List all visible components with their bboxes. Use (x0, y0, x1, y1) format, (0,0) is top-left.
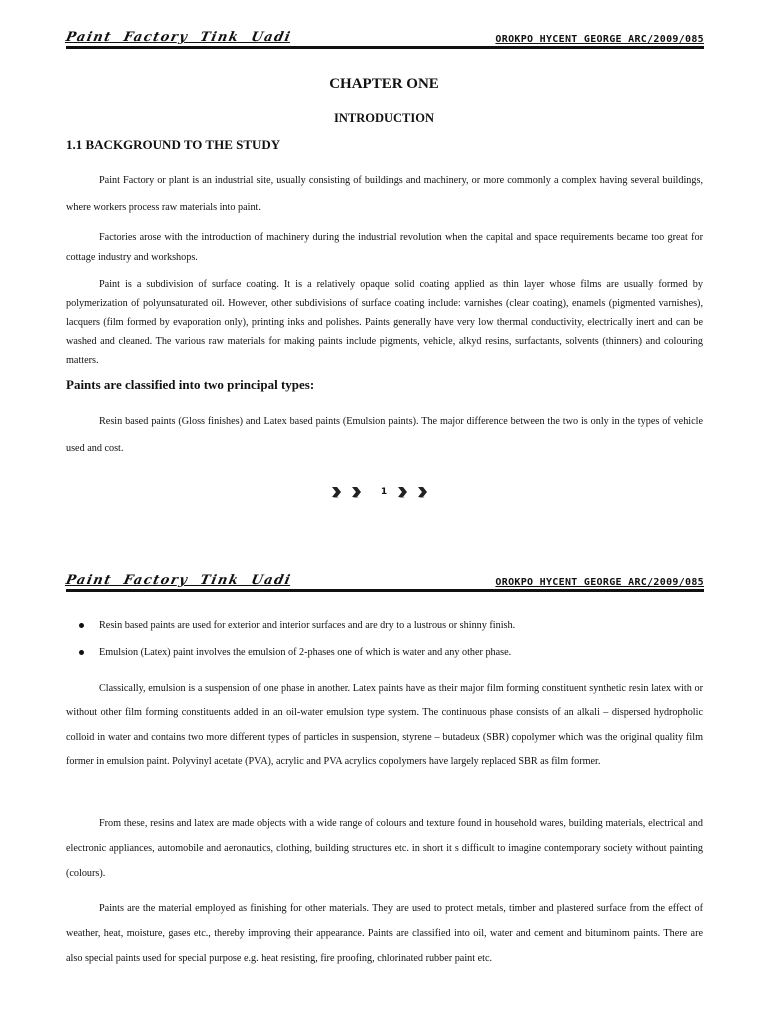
double-chevron-right-icon (331, 485, 371, 499)
list-item (77, 617, 703, 644)
paragraph: From these, resins and latex are made objects with a wide range of colours and texture found in household wares, building materials, electrical and electronic appliances, automobile and aeronautics, clothing, building structures etc. in short it s difficult to imagine contemporary society without painting (colours). (66, 818, 703, 879)
list-item-text: Resin based paints are used for exterior and interior surfaces and are dry to a lustrous or shinny finish. (99, 620, 516, 631)
section-heading: 1.1 BACKGROUND TO THE STUDY (66, 137, 281, 152)
bullet-icon (79, 623, 84, 628)
list-item-text: Emulsion (Latex) paint involves the emulsion of 2-phases one of which is water and any other phase. (99, 647, 512, 658)
paragraph: Factories arose with the introduction of machinery during the industrial revolution when the capital and space requirements became too great for cottage industry and workshops. (66, 232, 703, 263)
page-header (66, 30, 704, 49)
page-number: 1 (380, 487, 388, 497)
header-author: OROKPO HYCENT GEORGE ARC/2009/085 (495, 577, 704, 588)
chapter-title: CHAPTER ONE (329, 76, 439, 92)
header-author: OROKPO HYCENT GEORGE ARC/2009/085 (495, 34, 704, 45)
paragraph: Classically, emulsion is a suspension of one phase in another. Latex paints have as their major film forming constituent synthetic resin latex with or without other film forming constituents added in an oil-water emulsion type system. The continuous phase consists of an alkali – dispersed hydropholic colloid in water and contains two more different types of particles in suspension, styrene – butadeux (SBR) copolymer which was the original quality film former in emulsion paint. Polyvinyl acetate (PVA), acrylic and PVA acrylics copolymers have largely replaced SBR as film former. (66, 683, 703, 767)
introduction-title: INTRODUCTION (333, 111, 434, 125)
page-number-footer (0, 484, 768, 500)
subheading: Paints are classified into two principal types: (66, 377, 315, 392)
paragraph: Resin based paints (Gloss finishes) and Latex based paints (Emulsion paints). The major difference between the two is only in the types of vehicle used and cost. (66, 416, 703, 454)
paragraph: Paint is a subdivision of surface coating. It is a relatively opaque solid coating applied as thin layer whose films are usually formed by polymerization of polyunsaturated oil. However, other subdivisions of surface coating include: varnishes (clear coating), enamels (pigmented varnishes), lacquers (film formed by evaporation only), printing inks and polishes. Paints generally have very low thermal conductivity, electrically inert and can be washed and cleaned. The various raw materials for making paints include pigments, vehicle, alkyd resins, surfactants, solvents (thinners) and colouring matters. (66, 279, 703, 366)
header-title: Paint Factory Tink Uadi (64, 30, 293, 45)
double-chevron-right-icon (397, 485, 437, 499)
paragraph: Paints are the material employed as finishing for other materials. They are used to protect metals, timber and plastered surface from the effect of weather, heat, moisture, gases etc., thereby improving their appearance. Paints are classified into oil, water and cement and bituminom paints. There are also special paints used for special purpose e.g. heat resisting, fire proofing, chlorinated rubber paint etc. (66, 903, 703, 964)
list-item (77, 644, 703, 671)
bullet-icon (79, 650, 84, 655)
bullet-list (77, 617, 703, 671)
paragraph: Paint Factory or plant is an industrial site, usually consisting of buildings and machinery, or more commonly a complex having several buildings, where workers process raw materials into paint. (66, 175, 703, 213)
page-header (66, 573, 704, 592)
header-title: Paint Factory Tink Uadi (64, 573, 293, 588)
